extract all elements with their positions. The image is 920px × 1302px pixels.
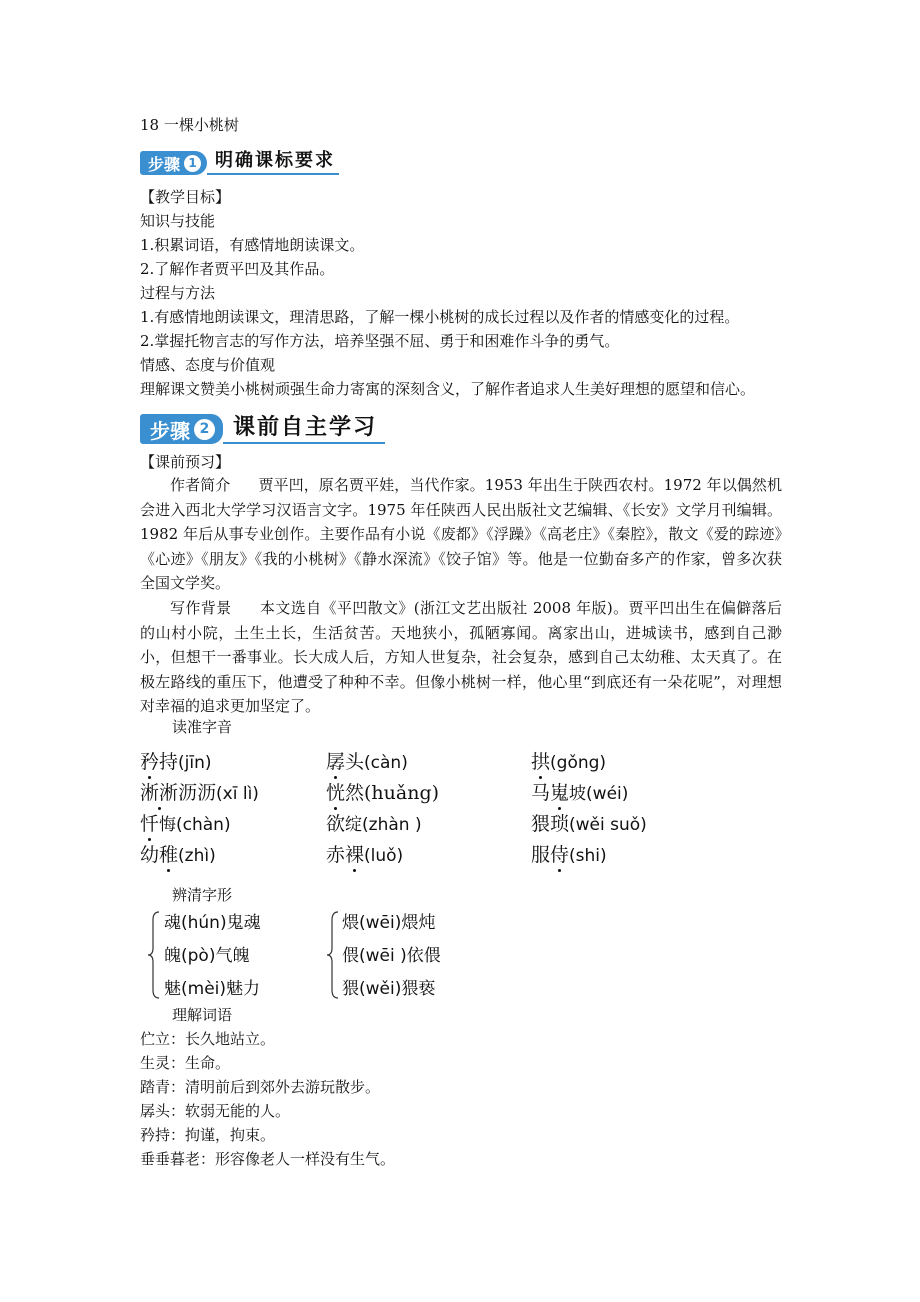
goals-emotion-title: 情感、态度与价值观 [140,356,276,374]
pinyin-item: 猥琐(wěi suǒ) [531,813,647,835]
step1-banner [140,146,339,175]
step2-pill [140,414,223,444]
shape-right-2: 偎(wēi )依偎 [342,946,441,966]
step1-label: 步骤 [148,154,181,174]
shape-left-1: 魂(hún)鬼魂 [164,913,261,933]
pinyin-item: 孱头(càn) [326,751,408,773]
step2-number: 2 [194,419,215,440]
vocab-item: 伫立：长久地站立。 [140,1030,276,1048]
goals-knowledge-2: 2.了解作者贾平凹及其作品。 [140,260,335,278]
step2-title: 课前自主学习 [223,410,385,444]
shape-title: 辨清字形 [172,886,233,904]
pinyin-item: 欲绽(zhàn ) [326,813,422,835]
vocab-item: 矜持：拘谨，拘束。 [140,1126,276,1144]
shape-right-1: 煨(wēi)煨炖 [342,913,436,933]
lesson-title: 18 一棵小桃树 [140,116,239,134]
vocab-item: 孱头：软弱无能的人。 [140,1102,291,1120]
goals-process-1: 1.有感情地朗读课文，理清思路，了解一棵小桃树的成长过程以及作者的情感变化的过程。 [140,308,740,326]
vocab-item: 生灵：生命。 [140,1054,231,1072]
pinyin-item: 服侍(shi) [531,844,607,866]
step2-banner [140,410,385,444]
shape-right-3: 猥(wěi)猥亵 [342,979,436,999]
pinyin-item: 幼稚(zhì) [140,844,216,866]
shape-left-3: 魅(mèi)魅力 [164,979,261,999]
shape-left-2: 魄(pò)气魄 [164,946,250,966]
step2-label: 步骤 [150,418,190,443]
right-brace-icon [326,910,340,1000]
pinyin-item: 矜持(jīn) [140,751,212,773]
pinyin-item: 马嵬坡(wéi) [531,782,629,804]
writing-background [140,596,782,719]
goals-knowledge-1: 1.积累词语，有感情地朗读课文。 [140,236,365,254]
step1-pill [140,151,207,175]
goals-knowledge-title: 知识与技能 [140,212,216,230]
author-intro [140,473,782,596]
pinyin-item: 赤裸(luǒ) [326,844,404,866]
goals-process-2: 2.掌握托物言志的写作方法，培养坚强不屈、勇于和困难作斗争的勇气。 [140,332,620,350]
pinyin-item: 忏悔(chàn) [140,813,231,835]
step1-number: 1 [184,155,201,172]
preview-header: 【课前预习】 [140,453,231,471]
author-label: 作者简介 [170,476,231,494]
vocab-title: 理解词语 [172,1006,233,1024]
pinyin-item: 恍然(huǎng) [326,782,440,804]
author-text: 贾平凹，原名贾平娃，当代作家。1953 年出生于陕西农村。1972 年以偶然机会进入西北大学学习汉语言文字。1975 年任陕西人民出版社文艺编辑、《长安》文学月刊编辑。1982 年后从事专业创作。主要作品有小说《废都》《浮躁》《高老庄》《秦腔》，散文《爱的踪迹》《心迹》《朋友》《我的小桃树》《静水深流》《饺子馆》等。他是一位勤奋多产的作家，曾多次获全国文学奖。 [140,476,782,592]
pinyin-item: 淅淅沥沥(xī lì) [140,782,259,804]
goals-header: 【教学目标】 [140,188,231,206]
goals-emotion-1: 理解课文赞美小桃树顽强生命力寄寓的深刻含义，了解作者追求人生美好理想的愿望和信心。 [140,380,756,398]
goals-process-title: 过程与方法 [140,284,216,302]
step1-title: 明确课标要求 [207,146,339,175]
left-brace-icon [147,910,161,1000]
read-title: 读准字音 [172,718,233,736]
background-text: 本文选自《平凹散文》(浙江文艺出版社 2008 年版)。贾平凹出生在偏僻落后的山村小院，土生土长，生活贫苦。天地狭小，孤陋寡闻。离家出山，进城读书，感到自己渺小，但想干一番事业。长大成人后，方知人世复杂，社会复杂，感到自己太幼稚、太天真了。在极左路线的重压下，他遭受了种种不幸。但像小桃树一样，他心里“到底还有一朵花呢”，对理想对幸福的追求更加坚定了。 [140,599,782,715]
background-label: 写作背景 [170,599,232,617]
vocab-item: 垂垂暮老：形容像老人一样没有生气。 [140,1150,396,1168]
pinyin-item: 拱(gǒng) [531,751,607,773]
vocab-item: 踏青：清明前后到郊外去游玩散步。 [140,1078,381,1096]
